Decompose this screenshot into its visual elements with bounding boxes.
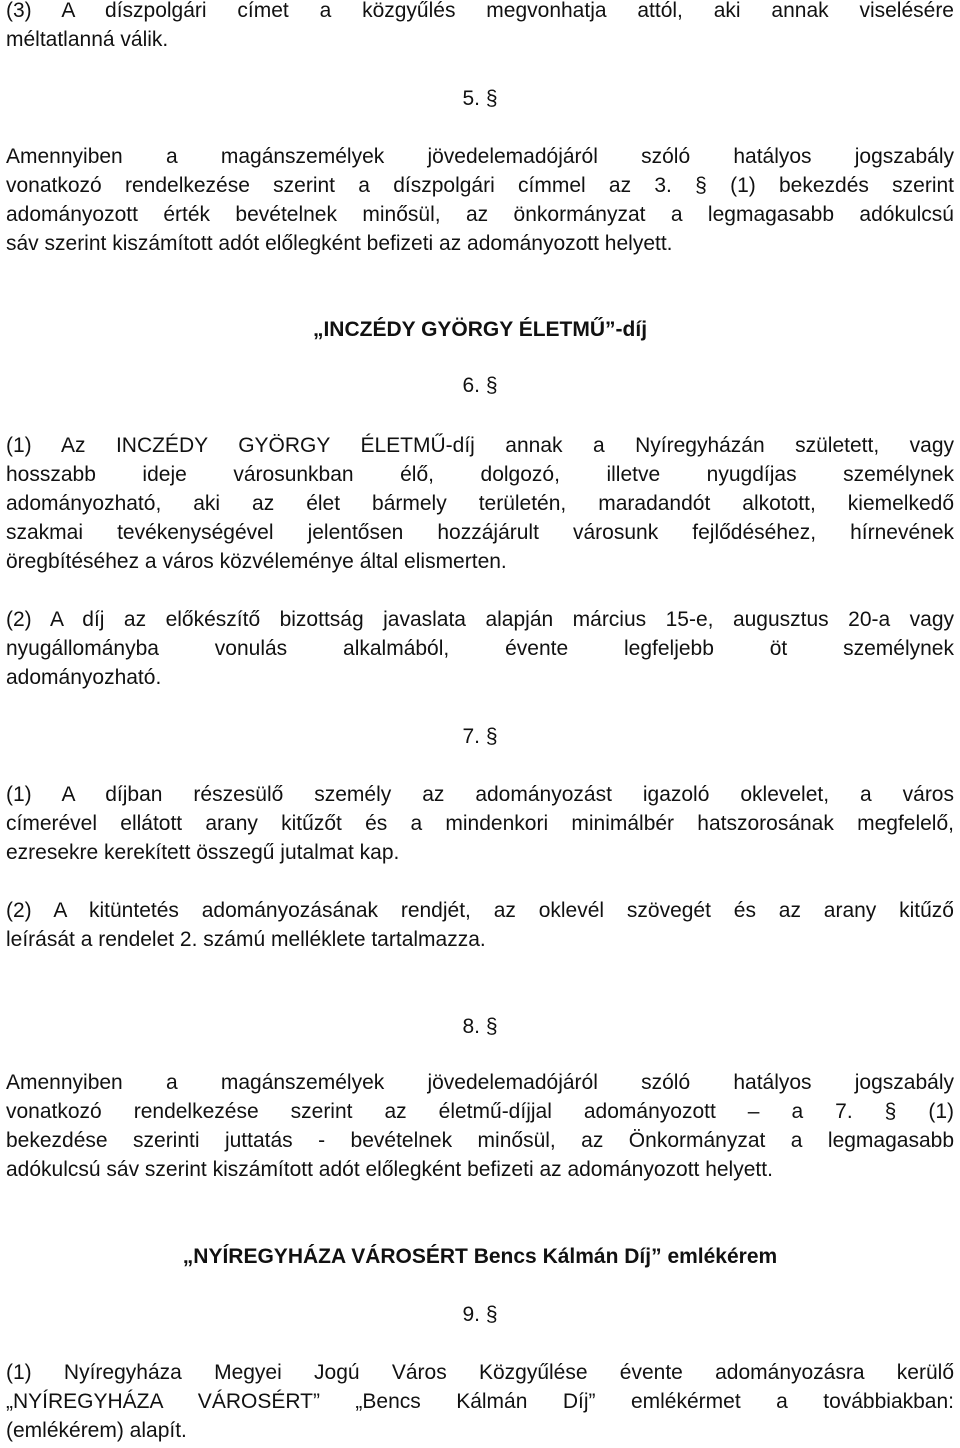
paragraph-line: (3) A díszpolgári címet a közgyűlés megvonhatja attól, aki annak viselésére <box>6 0 954 22</box>
paragraph-line: öregbítéséhez a város közvéleménye által elismerten. <box>6 550 507 573</box>
paragraph-line: adományozható. <box>6 666 162 689</box>
section-number-6: 6. § <box>462 374 498 397</box>
paragraph-line: hosszabb ideje városunkban élő, dolgozó, illetve nyugdíjas személynek <box>6 463 954 486</box>
paragraph-line: (2) A díj az előkészítő bizottság javaslata alapján március 15-e, augusztus 20-a vagy <box>6 608 954 631</box>
section-7-paragraph-1 <box>6 780 954 867</box>
paragraph-line: vonatkozó rendelkezése szerint az életmű-díjjal adományozott – a 7. § (1) <box>6 1100 954 1123</box>
paragraph-line: ezresekre kerekített összegű jutalmat kap. <box>6 841 400 864</box>
section-7-paragraph-2 <box>6 896 954 954</box>
section-number-5: 5. § <box>462 87 498 110</box>
award-heading-bencs-kalman: „NYÍREGYHÁZA VÁROSÉRT Bencs Kálmán Díj” emlékérem <box>182 1245 778 1268</box>
award-heading-inczedy: „INCZÉDY GYÖRGY ÉLETMŰ”-díj <box>312 318 648 341</box>
paragraph-line: (1) Nyíregyháza Megyei Jogú Város Közgyűlése évente adományozásra kerülő <box>6 1361 954 1384</box>
paragraph-line: adományozott érték bevételnek minősül, az önkormányzat a legmagasabb adókulcsú <box>6 203 954 226</box>
section-6-paragraph-1 <box>6 431 954 576</box>
paragraph-line: Amennyiben a magánszemélyek jövedelemadójáról szóló hatályos jogszabály <box>6 145 954 168</box>
section-6-paragraph-2 <box>6 605 954 692</box>
section-number-9: 9. § <box>462 1303 498 1326</box>
section-9-text <box>6 1358 954 1445</box>
paragraph-line: bekezdése szerinti juttatás - bevételnek minősül, az Önkormányzat a legmagasabb <box>6 1129 954 1152</box>
paragraph-line: vonatkozó rendelkezése szerint a díszpolgári címmel az 3. § (1) bekezdés szerint <box>6 174 954 197</box>
paragraph-line: méltatlanná válik. <box>6 28 169 51</box>
paragraph-line: (emlékérem) alapít. <box>6 1419 187 1442</box>
paragraph-line: „NYÍREGYHÁZA VÁROSÉRT” „Bencs Kálmán Díj” emlékérmet a továbbiakban: <box>6 1390 954 1413</box>
paragraph-line: Amennyiben a magánszemélyek jövedelemadójáról szóló hatályos jogszabály <box>6 1071 954 1094</box>
paragraph-line: adókulcsú sáv szerint kiszámított adót előlegként befizeti az adományozott helyett. <box>6 1158 773 1181</box>
paragraph-3 <box>6 0 954 54</box>
paragraph-line: adományozható, aki az élet bármely területén, maradandót alkotott, kiemelkedő <box>6 492 954 515</box>
paragraph-line: leírását a rendelet 2. számú melléklete tartalmazza. <box>6 928 486 951</box>
paragraph-line: szakmai tevékenységével jelentősen hozzájárult városunk fejlődéséhez, hírnevének <box>6 521 954 544</box>
paragraph-line: (1) A díjban részesülő személy az adományozást igazoló oklevelet, a város <box>6 783 954 806</box>
paragraph-line: címerével ellátott arany kitűzőt és a mindenkori minimálbér hatszorosának megfelelő, <box>6 812 954 835</box>
section-number-8: 8. § <box>462 1015 498 1038</box>
paragraph-line: nyugállományba vonulás alkalmából, évente legfeljebb öt személynek <box>6 637 954 660</box>
section-5-text <box>6 142 954 258</box>
paragraph-line: sáv szerint kiszámított adót előlegként befizeti az adományozott helyett. <box>6 232 673 255</box>
section-8-text <box>6 1068 954 1184</box>
paragraph-line: (2) A kitüntetés adományozásának rendjét, az oklevél szövegét és az arany kitűző <box>6 899 954 922</box>
paragraph-line: (1) Az INCZÉDY GYÖRGY ÉLETMŰ-díj annak a Nyíregyházán született, vagy <box>6 434 954 457</box>
section-number-7: 7. § <box>462 725 498 748</box>
